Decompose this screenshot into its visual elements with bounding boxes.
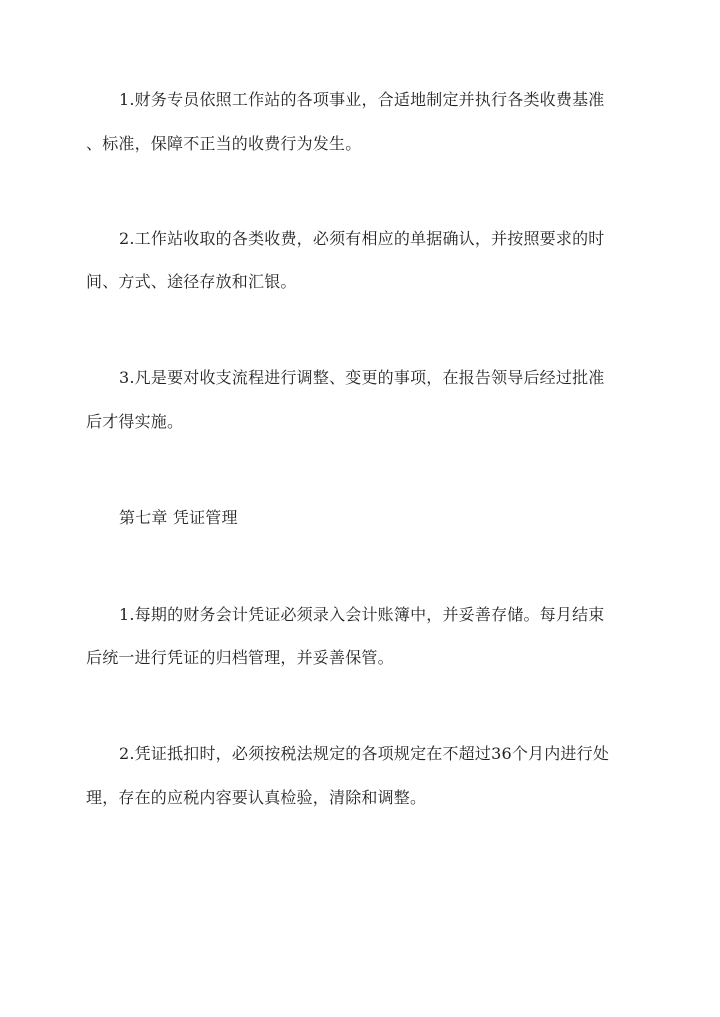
chapter-paragraph-2-line-1: 2.凭证抵扣时，必须按税法规定的各项规定在不超过36个月内进行处	[119, 744, 610, 763]
paragraph-1-line-2: 、标准，保障不正当的收费行为发生。	[86, 134, 362, 153]
paragraph-2-line-2: 间、方式、途径存放和汇银。	[86, 272, 297, 291]
chapter-paragraph-1-line-2: 后统一进行凭证的归档管理，并妥善保管。	[86, 648, 394, 667]
paragraph-1-line-1: 1.财务专员依照工作站的各项事业，合适地制定并执行各类收费基准	[119, 90, 605, 109]
paragraph-3-line-2: 后才得实施。	[86, 412, 184, 431]
paragraph-2-line-1: 2.工作站收取的各类收费，必须有相应的单据确认，并按照要求的时	[119, 229, 605, 248]
chapter-paragraph-1-line-1: 1.每期的财务会计凭证必须录入会计账簿中，并妥善存储。每月结束	[119, 605, 605, 624]
chapter-heading: 第七章 凭证管理	[119, 508, 238, 527]
chapter-paragraph-2-line-2: 理，存在的应税内容要认真检验，清除和调整。	[86, 788, 427, 807]
paragraph-3-line-1: 3.凡是要对收支流程进行调整、变更的事项，在报告领导后经过批准	[119, 368, 605, 387]
